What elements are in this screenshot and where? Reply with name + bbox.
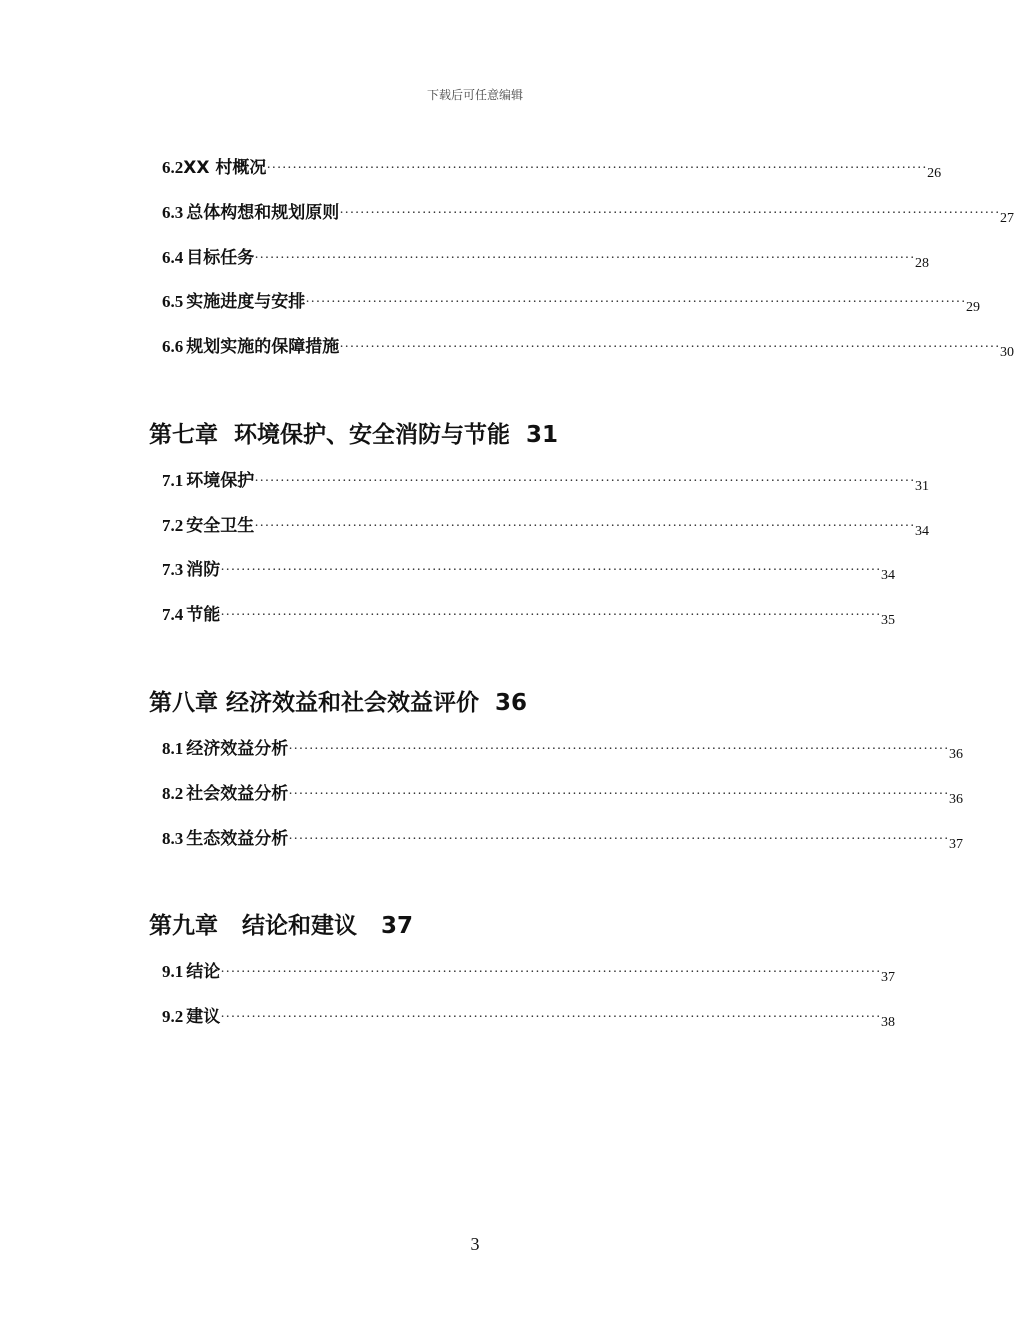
toc-entry-8-1[interactable] xyxy=(162,735,963,762)
toc-entry-7-3[interactable] xyxy=(162,556,895,583)
toc-entry-number: 7.2 xyxy=(162,516,184,535)
chapter-heading-7[interactable]: 第七章 环境保护、安全消防与节能 31 xyxy=(149,422,559,448)
toc-leader-dots: ································································································································ xyxy=(254,474,915,489)
toc-entry-page: 34 xyxy=(881,568,895,583)
toc-leader-dots: ································································································································ xyxy=(288,832,949,847)
toc-entry-page: 31 xyxy=(915,479,929,494)
toc-entry-page: 27 xyxy=(1000,211,1014,226)
toc-entry-page: 37 xyxy=(881,970,895,985)
toc-leader-dots: ································································································································ xyxy=(288,787,949,802)
toc-leader-dots: ································································································································ xyxy=(288,742,949,757)
toc-entry-number: 8.2 xyxy=(162,784,184,803)
toc-entry-page: 34 xyxy=(915,524,929,539)
toc-entry-8-3[interactable] xyxy=(162,825,963,852)
toc-leader-dots: ································································································································ xyxy=(339,206,1000,221)
toc-entry-number: 7.1 xyxy=(162,471,184,490)
toc-entry-6-3[interactable] xyxy=(162,199,1014,226)
toc-entry-7-4[interactable] xyxy=(162,601,895,628)
toc-entry-number: 6.5 xyxy=(162,292,184,311)
toc-entry-number: 6.2 xyxy=(162,158,184,177)
toc-entry-page: 36 xyxy=(949,747,963,762)
toc-entry-page: 26 xyxy=(927,166,942,181)
chapter-heading-8[interactable]: 第八章 经济效益和社会效益评价 36 xyxy=(149,690,528,716)
toc-entry-number: 7.4 xyxy=(162,605,184,624)
toc-entry-title: 总体构想和规划原则 xyxy=(186,203,340,223)
toc-leader-dots: ································································································································ xyxy=(254,251,915,266)
toc-entry-number: 9.1 xyxy=(162,962,184,981)
toc-entry-number: 8.1 xyxy=(162,739,184,758)
toc-entry-title: 建议 xyxy=(186,1007,221,1027)
toc-entry-title: 结论 xyxy=(186,962,221,982)
toc-entry-page: 37 xyxy=(949,837,963,852)
toc-entry-title: 经济效益分析 xyxy=(186,739,289,759)
toc-entry-number: 8.3 xyxy=(162,829,184,848)
toc-entry-6-2[interactable] xyxy=(162,154,942,181)
toc-entry-page: 38 xyxy=(881,1015,895,1030)
toc-entry-title: 消防 xyxy=(186,560,221,580)
toc-leader-dots: ································································································································ xyxy=(254,519,915,534)
toc-entry-title: 目标任务 xyxy=(186,248,255,268)
toc-entry-8-2[interactable] xyxy=(162,780,963,807)
toc-entry-9-1[interactable] xyxy=(162,958,895,985)
toc-entry-7-1[interactable] xyxy=(162,467,929,494)
toc-entry-6-4[interactable] xyxy=(162,244,929,271)
toc-leader-dots: ································································································································ xyxy=(220,1010,881,1025)
toc-entry-title: 安全卫生 xyxy=(186,516,255,536)
toc-entry-title: 实施进度与安排 xyxy=(186,292,306,312)
toc-entry-page: 29 xyxy=(966,300,980,315)
toc-entry-7-2[interactable] xyxy=(162,512,929,539)
toc-entry-page: 30 xyxy=(1000,345,1014,360)
toc-entry-page: 35 xyxy=(881,613,895,628)
toc-entry-6-6[interactable] xyxy=(162,333,1014,360)
toc-leader-dots: ································································································································ xyxy=(220,563,881,578)
toc-entry-title: XX 村概况 xyxy=(183,158,267,178)
toc-leader-dots: ································································································································ xyxy=(266,161,928,176)
toc-entry-9-2[interactable] xyxy=(162,1003,895,1030)
toc-leader-dots: ································································································································ xyxy=(220,965,881,980)
page-header: 下载后可任意编辑 xyxy=(426,88,523,102)
toc-entry-number: 6.4 xyxy=(162,248,184,267)
toc-leader-dots: ································································································································ xyxy=(220,608,881,623)
toc-entry-title: 社会效益分析 xyxy=(186,784,289,804)
toc-entry-title: 环境保护 xyxy=(186,471,255,491)
toc-leader-dots: ································································································································ xyxy=(305,295,966,310)
toc-entry-page: 36 xyxy=(949,792,963,807)
toc-leader-dots: ································································································································ xyxy=(339,340,1000,355)
toc-entry-title: 生态效益分析 xyxy=(186,829,289,849)
toc-entry-number: 6.3 xyxy=(162,203,184,222)
toc-entry-number: 7.3 xyxy=(162,560,184,579)
toc-entry-number: 6.6 xyxy=(162,337,184,356)
toc-entry-page: 28 xyxy=(915,256,929,271)
chapter-heading-9[interactable]: 第九章 结论和建议 37 xyxy=(149,913,414,939)
page-number: 3 xyxy=(470,1234,480,1254)
toc-entry-number: 9.2 xyxy=(162,1007,184,1026)
toc-entry-6-5[interactable] xyxy=(162,288,980,315)
toc-entry-title: 节能 xyxy=(186,605,221,625)
toc-entry-title: 规划实施的保障措施 xyxy=(186,337,340,357)
